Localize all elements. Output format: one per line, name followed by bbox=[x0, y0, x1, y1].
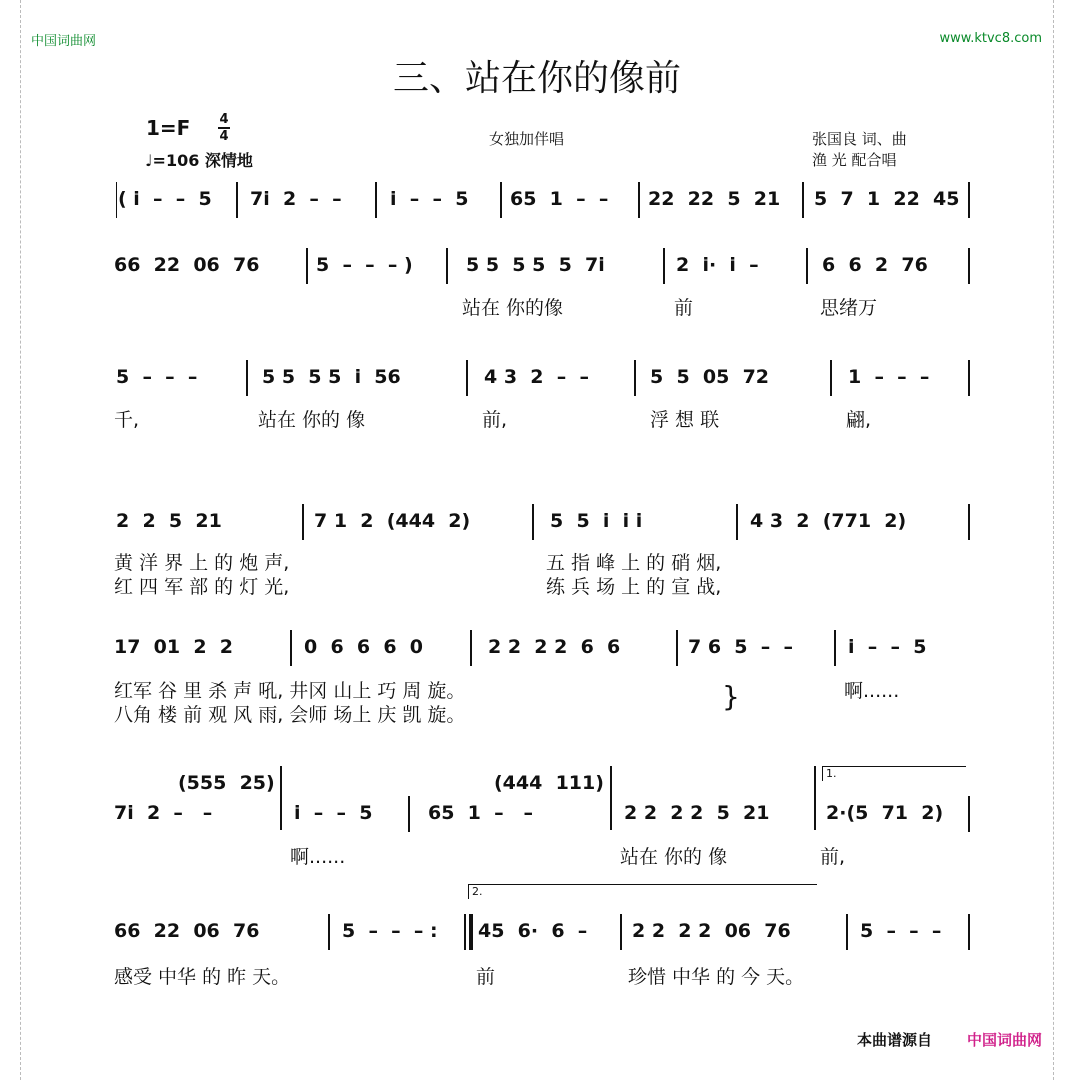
notes: 7i 2 – – bbox=[114, 802, 213, 824]
footer-source-label: 本曲谱源自 bbox=[856, 1031, 932, 1049]
notes: 0 6 6 6 0 bbox=[304, 636, 424, 658]
score-row-3 bbox=[110, 366, 972, 394]
barline bbox=[968, 796, 970, 832]
notes: 2 2 2 2 6 6 bbox=[488, 636, 621, 658]
footer-source-site[interactable]: 中国词曲网 bbox=[966, 1031, 1042, 1049]
notes: 2 2 2 2 06 76 bbox=[632, 920, 791, 942]
barline bbox=[834, 630, 836, 666]
notes: 66 22 06 76 bbox=[114, 920, 260, 942]
barline bbox=[464, 914, 466, 950]
notes: 5 – – – bbox=[116, 366, 198, 388]
lyric: 啊...... bbox=[844, 680, 900, 702]
lyric: 站在 你的 像 bbox=[620, 846, 728, 868]
volta-2: 2. bbox=[468, 884, 817, 899]
notes: 7 6 5 – – bbox=[688, 636, 793, 658]
lyric-verse-2: 练 兵 场 上 的 宣 战, bbox=[546, 576, 722, 598]
lyric-verse-2: 八角 楼 前 观 风 雨, 会师 场上 庆 凯 旋。 bbox=[114, 704, 466, 726]
score-row-5 bbox=[110, 636, 972, 664]
lyric: 千, bbox=[114, 409, 140, 431]
barline bbox=[290, 630, 292, 666]
notes: ( i – – 5 bbox=[118, 188, 212, 210]
lyric: 前, bbox=[482, 409, 508, 431]
barline bbox=[814, 766, 816, 830]
notes: 1 – – – bbox=[848, 366, 930, 388]
barline bbox=[470, 630, 472, 666]
barline bbox=[663, 248, 665, 284]
notes: 65 1 – – bbox=[510, 188, 609, 210]
notes: i – – 5 bbox=[848, 636, 927, 658]
right-watermark-border bbox=[1053, 0, 1074, 1080]
lyric: 前 bbox=[674, 297, 694, 319]
barline bbox=[638, 182, 640, 218]
notes: 17 01 2 2 bbox=[114, 636, 234, 658]
time-signature-top: 4 bbox=[219, 112, 229, 127]
lyric: 感受 中华 的 昨 天。 bbox=[114, 966, 291, 988]
lyric: 珍惜 中华 的 今 天。 bbox=[628, 966, 805, 988]
time-signature-bottom: 4 bbox=[219, 129, 229, 144]
barline bbox=[968, 360, 970, 396]
notes: 65 1 – – bbox=[428, 802, 533, 824]
notes: 2 2 5 21 bbox=[116, 510, 222, 532]
key-signature: 1=F bbox=[146, 116, 191, 140]
site-url-right[interactable]: www.ktvc8.com bbox=[939, 31, 1042, 46]
lyric: 站在 你的像 bbox=[462, 297, 564, 319]
tempo-marking: ♩=106 深情地 bbox=[145, 151, 253, 170]
notes: 5 5 5 5 i 56 bbox=[262, 366, 401, 388]
notes: 6 6 2 76 bbox=[822, 254, 928, 276]
score-row-6 bbox=[110, 767, 972, 824]
notes: 45 6· 6 – bbox=[478, 920, 588, 942]
notes: 66 22 06 76 bbox=[114, 254, 260, 276]
notes: 5 5 05 72 bbox=[650, 366, 770, 388]
barline bbox=[375, 182, 377, 218]
performance-note: 女独加伴唱 bbox=[489, 130, 565, 148]
barline bbox=[408, 796, 410, 832]
score-row-2 bbox=[110, 254, 972, 282]
notes: 2·(5 71 2) bbox=[826, 802, 944, 824]
barline bbox=[676, 630, 678, 666]
barline bbox=[968, 914, 970, 950]
time-signature bbox=[218, 113, 230, 143]
notes: 4 3 2 (771 2) bbox=[750, 510, 907, 532]
notes: (555 25) bbox=[178, 772, 275, 794]
notes: 7i 2 – – bbox=[250, 188, 342, 210]
lyric: 翩, bbox=[846, 409, 872, 431]
site-name-left[interactable]: 中国词曲网 bbox=[31, 34, 97, 49]
barline bbox=[634, 360, 636, 396]
barline bbox=[466, 360, 468, 396]
notes: 22 22 5 21 bbox=[648, 188, 781, 210]
barline bbox=[500, 182, 502, 218]
notes: i – – 5 bbox=[294, 802, 373, 824]
lyric: 前 bbox=[476, 966, 496, 988]
barline bbox=[302, 504, 304, 540]
verse-brace: } bbox=[722, 680, 740, 713]
lyric: 浮 想 联 bbox=[650, 409, 720, 431]
barline bbox=[736, 504, 738, 540]
score-row-7 bbox=[110, 885, 972, 948]
notes: 5 5 5 5 5 7i bbox=[466, 254, 605, 276]
barline bbox=[246, 360, 248, 396]
notes: 5 – – – : bbox=[342, 920, 438, 942]
notes: 5 7 1 22 45 bbox=[814, 188, 960, 210]
lyric: 站在 你的 像 bbox=[258, 409, 366, 431]
barline bbox=[846, 914, 848, 950]
lyric-verse-1: 黄 洋 界 上 的 炮 声, bbox=[114, 552, 290, 574]
barline bbox=[328, 914, 330, 950]
barline bbox=[116, 182, 117, 218]
barline bbox=[532, 504, 534, 540]
barline bbox=[280, 766, 282, 830]
notes: 5 – – – ) bbox=[316, 254, 413, 276]
barline bbox=[968, 248, 970, 284]
barline bbox=[830, 360, 832, 396]
barline bbox=[620, 914, 622, 950]
credit-lyrics-music: 张国良 词、曲 bbox=[812, 130, 907, 148]
left-watermark-border bbox=[0, 0, 21, 1080]
score-row-4 bbox=[110, 510, 972, 538]
barline bbox=[968, 504, 970, 540]
volta-1: 1. bbox=[822, 766, 966, 781]
lyric-verse-2: 红 四 军 部 的 灯 光, bbox=[114, 576, 290, 598]
barline bbox=[446, 248, 448, 284]
lyric: 前, bbox=[820, 846, 846, 868]
lyric-verse-1: 红军 谷 里 杀 声 吼, 井冈 山上 巧 周 旋。 bbox=[114, 680, 466, 702]
lyric: 思绪万 bbox=[820, 297, 878, 319]
notes: 2 i· i – bbox=[676, 254, 759, 276]
notes: 5 – – – bbox=[860, 920, 942, 942]
notes: 7 1 2 (444 2) bbox=[314, 510, 471, 532]
notes: 2 2 2 2 5 21 bbox=[624, 802, 770, 824]
notes: 5 5 i i i bbox=[550, 510, 643, 532]
barline bbox=[610, 766, 612, 830]
notes: 4 3 2 – – bbox=[484, 366, 589, 388]
barline bbox=[806, 248, 808, 284]
barline bbox=[802, 182, 804, 218]
lyric-verse-1: 五 指 峰 上 的 硝 烟, bbox=[546, 552, 722, 574]
notes: (444 111) bbox=[494, 772, 604, 794]
score-row-1 bbox=[110, 188, 972, 216]
notes: i – – 5 bbox=[390, 188, 469, 210]
song-title: 三、站在你的像前 bbox=[392, 58, 681, 99]
repeat-barline bbox=[469, 914, 473, 950]
barline bbox=[236, 182, 238, 218]
credit-arrangement: 渔 光 配合唱 bbox=[812, 151, 897, 169]
lyric: 啊...... bbox=[290, 846, 346, 868]
barline bbox=[968, 182, 970, 218]
barline bbox=[306, 248, 308, 284]
